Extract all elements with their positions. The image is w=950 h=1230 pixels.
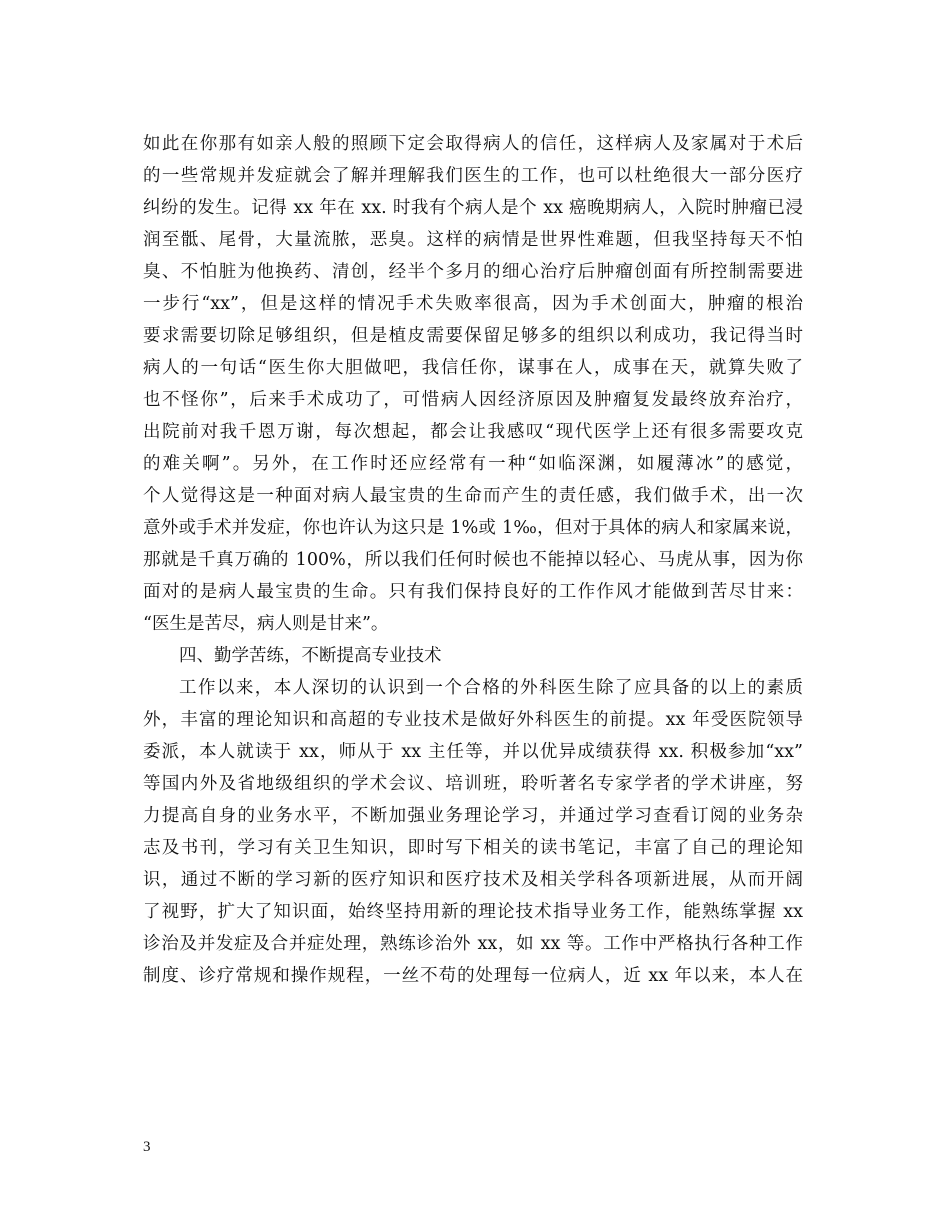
text-line: 的难关啊”。另外，在工作时还应经常有一种“如临深渊，如履薄冰”的感觉，	[143, 454, 803, 474]
text-line: 面对的是病人最宝贵的生命。只有我们保持良好的工作作风才能做到苦尽甘来：	[143, 582, 803, 602]
text-line: 病人的一句话“医生你大胆做吧，我信任你，谋事在人，成事在天，就算失败了	[143, 358, 803, 378]
text-line: 力提高自身的业务水平，不断加强业务理论学习，并通过学习查看订阅的业务杂	[143, 806, 803, 826]
text-line: 诊治及并发症及合并症处理，熟练诊治外 xx，如 xx 等。工作中严格执行各种工作	[143, 934, 803, 954]
text-line: 等国内外及省地级组织的学术会议、培训班，聆听著名专家学者的学术讲座，努	[143, 774, 803, 794]
text-line: 如此在你那有如亲人般的照顾下定会取得病人的信任，这样病人及家属对于术后	[143, 134, 803, 154]
text-line: 志及书刊，学习有关卫生知识，即时写下相关的读书笔记，丰富了自己的理论知	[143, 838, 803, 858]
page-number: 3	[143, 1139, 151, 1155]
text-line: 要求需要切除足够组织，但是植皮需要保留足够多的组织以利成功，我记得当时	[143, 326, 803, 346]
paragraph-first-line: 工作以来，本人深切的认识到一个合格的外科医生除了应具备的以上的素质	[179, 678, 803, 698]
text-line: “医生是苦尽，病人则是甘来”。	[143, 614, 389, 634]
text-line: 纠纷的发生。记得 xx 年在 xx. 时我有个病人是个 xx 癌晚期病人，入院时肿瘤已浸	[143, 198, 803, 218]
text-line: 个人觉得这是一种面对病人最宝贵的生命而产生的责任感，我们做手术，出一次	[143, 486, 803, 506]
text-line: 也不怪你”，后来手术成功了，可惜病人因经济原因及肿瘤复发最终放弃治疗，	[143, 390, 803, 410]
text-line: 意外或手术并发症，你也许认为这只是 1%或 1‰，但对于具体的病人和家属来说，	[143, 518, 803, 538]
text-line: 委派，本人就读于 xx，师从于 xx 主任等，并以优异成绩获得 xx. 积极参加“xx”	[143, 742, 803, 762]
section-heading: 四、勤学苦练，不断提高专业技术	[179, 646, 442, 666]
text-line: 臭、不怕脏为他换药、清创，经半个多月的细心治疗后肿瘤创面有所控制需要进	[143, 262, 803, 282]
text-line: 制度、诊疗常规和操作规程，一丝不苟的处理每一位病人，近 xx 年以来，本人在	[143, 966, 803, 986]
body-text	[143, 128, 803, 992]
text-line: 那就是千真万确的 100%，所以我们任何时候也不能掉以轻心、马虎从事，因为你	[143, 550, 803, 570]
text-line: 润至骶、尾骨，大量流脓，恶臭。这样的病情是世界性难题，但我坚持每天不怕	[143, 230, 803, 250]
text-line: 了视野，扩大了知识面，始终坚持用新的理论技术指导业务工作，能熟练掌握 xx	[143, 902, 803, 922]
text-line: 的一些常规并发症就会了解并理解我们医生的工作，也可以杜绝很大一部分医疗	[143, 166, 803, 186]
text-line: 识，通过不断的学习新的医疗知识和医疗技术及相关学科各项新进展，从而开阔	[143, 870, 803, 890]
text-line: 一步行“xx”，但是这样的情况手术失败率很高，因为手术创面大，肿瘤的根治	[143, 294, 803, 314]
text-line: 出院前对我千恩万谢，每次想起，都会让我感叹“现代医学上还有很多需要攻克	[143, 422, 803, 442]
text-line: 外，丰富的理论知识和高超的专业技术是做好外科医生的前提。xx 年受医院领导	[143, 710, 803, 730]
